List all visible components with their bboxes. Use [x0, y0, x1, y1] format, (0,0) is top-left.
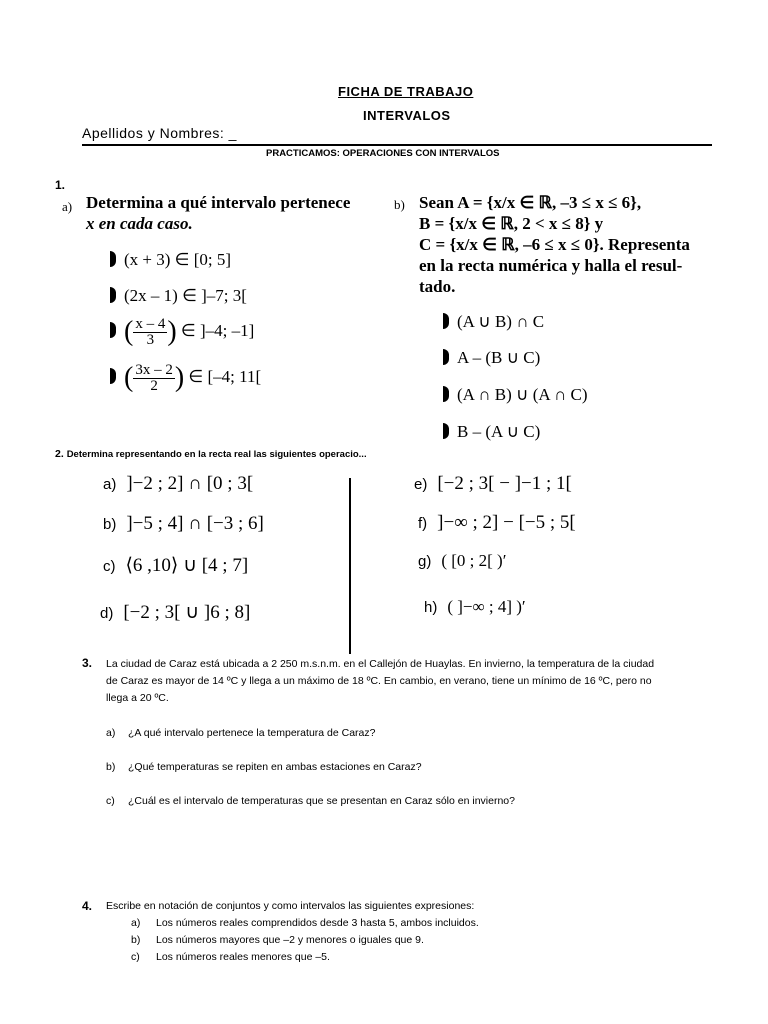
q1a-item-1: (x + 3) ∈ [0; 5]	[110, 250, 231, 270]
header-rule	[82, 144, 712, 146]
bullet-icon	[443, 386, 449, 402]
q3-text-line1: La ciudad de Caraz está ubicada a 2 250 m.s.n.m. en el Callejón de Huaylas. En invierno, la temperatura de la ciudad	[106, 658, 655, 670]
q1-number: 1.	[55, 178, 66, 192]
q4-item-c: c) Los números reales menores que –5.	[131, 951, 330, 963]
q3-number: 3.	[82, 656, 93, 670]
bullet-icon	[443, 423, 449, 439]
q1b-item-4: B – (A ∪ C)	[443, 422, 540, 442]
bullet-icon	[110, 287, 116, 303]
q2-item-d: d) [−2 ; 3[ ∪ ]6 ; 8]	[100, 602, 251, 623]
q1b-line2: B = {x/x ∈ ℝ, 2 < x ≤ 8} y	[419, 214, 604, 233]
bullet-icon	[110, 322, 116, 338]
q2-statement: 2. Determina representando en la recta real las siguientes operacio...	[55, 448, 367, 460]
q2-item-e: e) [−2 ; 3[ − ]−1 ; 1[	[414, 473, 572, 494]
q1a-item-2: (2x – 1) ∈ ]–7; 3[	[110, 286, 247, 306]
bullet-icon	[110, 251, 116, 267]
q1b-line3: C = {x/x ∈ ℝ, –6 ≤ x ≤ 0}. Representa	[419, 235, 690, 254]
q4-item-a: a) Los números reales comprendidos desde 3 hasta 5, ambos incluidos.	[131, 917, 479, 929]
q4-text: Escribe en notación de conjuntos y como intervalos las siguientes expresiones:	[106, 900, 475, 912]
q1a-line1: Determina a qué intervalo pertenece	[86, 193, 351, 212]
q1a-item-4: ( $\frac{3x - 2}{2}$ ) ∈ [–4; 11[	[110, 362, 261, 394]
q1b-item-3: (A ∩ B) ∪ (A ∩ C)	[443, 385, 588, 405]
q1a-line2: x en cada caso.	[86, 214, 193, 233]
q3-item-a: a) ¿A qué intervalo pertenece la temperatura de Caraz?	[106, 727, 376, 739]
q2-item-a: a) ]−2 ; 2] ∩ [0 ; 3[	[103, 473, 254, 494]
q1b-line4: en la recta numérica y halla el resul-	[419, 256, 683, 275]
q3-item-b: b) ¿Qué temperaturas se repiten en ambas estaciones en Caraz?	[106, 761, 422, 773]
bullet-icon	[443, 349, 449, 365]
q3-item-c: c) ¿Cuál es el intervalo de temperaturas que se presentan en Caraz sólo en invierno?	[106, 795, 515, 807]
page-subtitle: INTERVALOS	[363, 108, 451, 123]
column-divider	[349, 478, 351, 654]
bullet-icon	[443, 313, 449, 329]
q2-item-c: c) ⟨6 ,10⟩ ∪ [4 ; 7]	[103, 555, 249, 576]
q2-item-b: b) ]−5 ; 4] ∩ [−3 ; 6]	[103, 513, 264, 534]
q2-item-h: h) ( ]−∞ ; 4] )′	[424, 597, 526, 616]
q3-text-line3: llega a 20 ºC.	[106, 692, 169, 704]
q1a-label: a)	[62, 199, 73, 214]
q2-number: 2.	[55, 448, 64, 460]
q1b-item-1: (A ∪ B) ∩ C	[443, 312, 544, 332]
section-heading: PRACTICAMOS: OPERACIONES CON INTERVALOS	[266, 148, 500, 159]
q1b-item-2: A – (B ∪ C)	[443, 348, 540, 368]
q1a-item-3: ( $\frac{x - 4}{3}$ ) ∈ ]–4; –1]	[110, 316, 254, 348]
q4-item-b: b) Los números mayores que –2 y menores o iguales que 9.	[131, 934, 424, 946]
q3-text-line2: de Caraz es mayor de 14 ºC y llega a un máximo de 18 ºC. En cambio, en verano, tiene un mínimo de 16 ºC, pero no	[106, 675, 652, 687]
name-field-label: Apellidos y Nombres: _	[82, 125, 237, 141]
q4-number: 4.	[82, 899, 93, 913]
q1b-line1: Sean A = {x/x ∈ ℝ, –3 ≤ x ≤ 6},	[419, 193, 642, 212]
page-title: FICHA DE TRABAJO	[338, 84, 474, 99]
bullet-icon	[110, 368, 116, 384]
q2-item-g: g) ( [0 ; 2[ )′	[418, 551, 507, 570]
q1b-line5: tado.	[419, 277, 456, 296]
q1b-label: b)	[394, 197, 405, 212]
q2-item-f: f) ]−∞ ; 2] − [−5 ; 5[	[418, 512, 576, 533]
